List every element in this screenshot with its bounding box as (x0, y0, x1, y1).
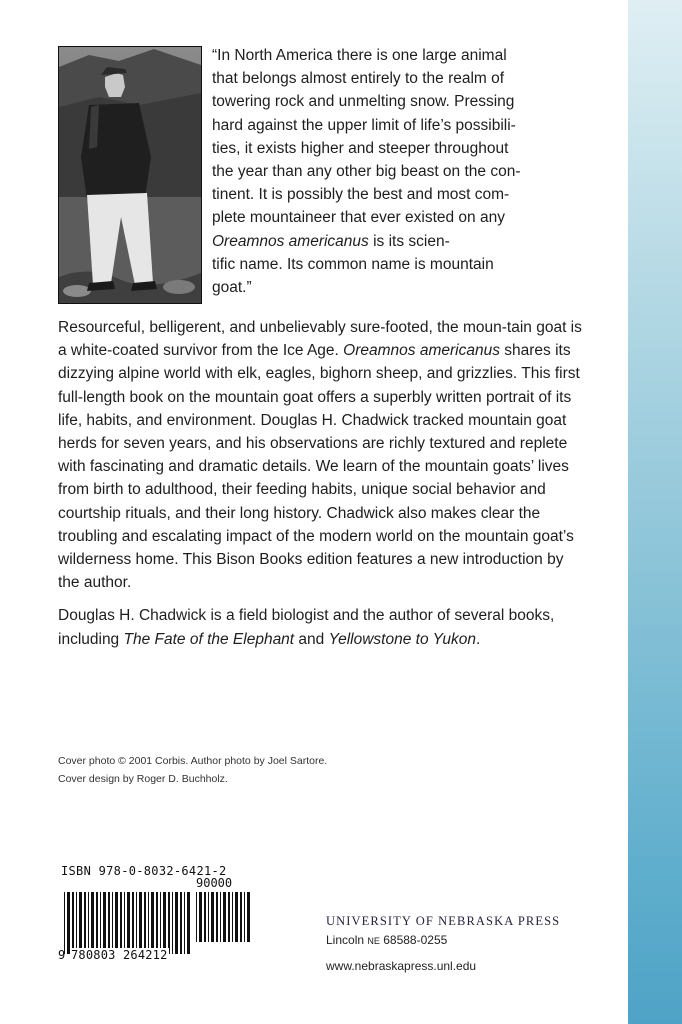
quote-line: plete mountaineer that ever existed on any (212, 209, 505, 227)
barcode-bar (127, 892, 130, 954)
publisher-block (326, 914, 586, 973)
barcode-bar (240, 892, 242, 942)
barcode-bar (228, 892, 230, 942)
book-description (58, 316, 586, 661)
publisher-zip: 68588-0255 (383, 933, 448, 947)
quote-line: towering rock and unmelting snow. Pressing (212, 93, 515, 111)
barcode-bar (235, 892, 238, 942)
publisher-website[interactable]: www.nebraskapress.unl.edu (326, 959, 477, 973)
quote-line: the year than any other big beast on the con- (212, 163, 521, 181)
publisher-state: NE (367, 936, 380, 946)
barcode-bar (175, 892, 178, 954)
barcode-bar (180, 892, 182, 954)
barcode-bar (124, 892, 125, 954)
barcode-bar (79, 892, 82, 954)
author-photo (58, 46, 202, 304)
quote-line: tific name. Its common name is mountain (212, 255, 494, 273)
bio-text: Douglas H. Chadwick is a field biologist and the author of several books, including (58, 607, 555, 648)
color-band (628, 0, 682, 1024)
barcode-bar (151, 892, 154, 954)
barcode-bar (108, 892, 110, 954)
book-title: The Fate of the Elephant (123, 630, 295, 648)
quote-line: tinent. It is possibly the best and most com- (212, 186, 510, 204)
barcode-bar (96, 892, 98, 954)
publisher-name: UNIVERSITY OF NEBRASKA PRESS (326, 914, 561, 928)
barcode-bar (247, 892, 250, 942)
barcode-bar (199, 892, 202, 942)
epigraph-quote (212, 44, 582, 299)
quote-line: that belongs almost entirely to the realm of (212, 70, 505, 88)
addon-barcode-bars (196, 892, 250, 942)
barcode-bar (64, 892, 65, 954)
description-paragraph (58, 316, 586, 594)
isbn-number: ISBN 978-0-8032-6421-2 (61, 864, 227, 878)
barcode-bar (187, 892, 190, 954)
barcode-bar (120, 892, 122, 954)
barcode-bar (196, 892, 197, 942)
barcode-bar (84, 892, 86, 954)
barcode-bar (223, 892, 226, 942)
book-title: Yellowstone to Yukon (328, 630, 476, 648)
barcode-bar (103, 892, 106, 954)
barcode-bar (163, 892, 166, 954)
barcode-bar (76, 892, 77, 954)
barcode-bar (72, 892, 74, 954)
barcode-bar (220, 892, 221, 942)
quote-line: goat.” (212, 279, 252, 297)
species-name: Oreamnos americanus (212, 232, 369, 250)
quote-line: hard against the upper limit of life’s possibili- (212, 116, 516, 134)
barcode-bar (232, 892, 233, 942)
barcode-bar (115, 892, 118, 954)
design-credit: Cover design by Roger D. Buchholz. (58, 773, 228, 785)
description-text: Resourceful, belligerent, and unbelievably sure-footed, the moun-tain goat is a white-coated survivor from the Ice Age. (58, 319, 582, 360)
ean-digits: 780803 264212 (71, 948, 168, 962)
barcode-bar (211, 892, 214, 942)
barcode-bar (136, 892, 137, 954)
barcode-bar (160, 892, 161, 954)
price-code: 90000 (196, 876, 233, 890)
barcode-bar (132, 892, 134, 954)
barcode-bar (168, 892, 170, 954)
quote-line: “In North America there is one large animal (212, 47, 507, 64)
bio-text: . (475, 630, 481, 648)
ean-prefix-digit: 9 (58, 948, 66, 962)
quote-line (212, 230, 582, 253)
publisher-address (326, 933, 586, 947)
barcode-bar (172, 892, 173, 954)
isbn-barcode (58, 864, 258, 980)
barcode-bar (100, 892, 101, 954)
publisher-city: Lincoln (326, 933, 365, 947)
quote-line-rest: is its scien- (368, 232, 450, 250)
barcode-bar (204, 892, 206, 942)
species-name: Oreamnos americanus (343, 342, 500, 360)
author-bio (58, 604, 586, 650)
barcode-bar (216, 892, 218, 942)
barcode-bar (112, 892, 113, 954)
barcode-bar (67, 892, 70, 954)
quote-line: ties, it exists higher and steeper throughout (212, 139, 509, 157)
ean-barcode-bars (64, 892, 190, 954)
barcode-bar (144, 892, 146, 954)
barcode-bar (91, 892, 94, 954)
cover-credits (58, 752, 558, 788)
barcode-bar (244, 892, 245, 942)
barcode-bar (184, 892, 185, 954)
barcode-bar (139, 892, 142, 954)
photo-credit: Cover photo © 2001 Corbis. Author photo by Joel Sartore. (58, 755, 328, 767)
barcode-bar (148, 892, 149, 954)
barcode-bar (156, 892, 158, 954)
barcode-bar (88, 892, 89, 954)
bio-text: and (294, 630, 329, 648)
description-text: shares its dizzying alpine world with elk, eagles, bighorn sheep, and grizzlies. This first full-length book on the mountain goat offers a superbly written portrait of its life, habits, and environment. Douglas H. Chadwick tracked mountain goat herds for seven years, and his observations are richly textured and replete with fascinating and dramatic details. We learn of the mountain goats’ lives from birth to adulthood, their feeding habits, unique social behavior and courtship rituals, and their long history. Chadwick also makes clear the troubling and escalating impact of the modern world on the mountain goat’s wilderness home. This Bison Books edition features a new introduction by the author. (58, 342, 580, 592)
barcode-bar (208, 892, 209, 942)
